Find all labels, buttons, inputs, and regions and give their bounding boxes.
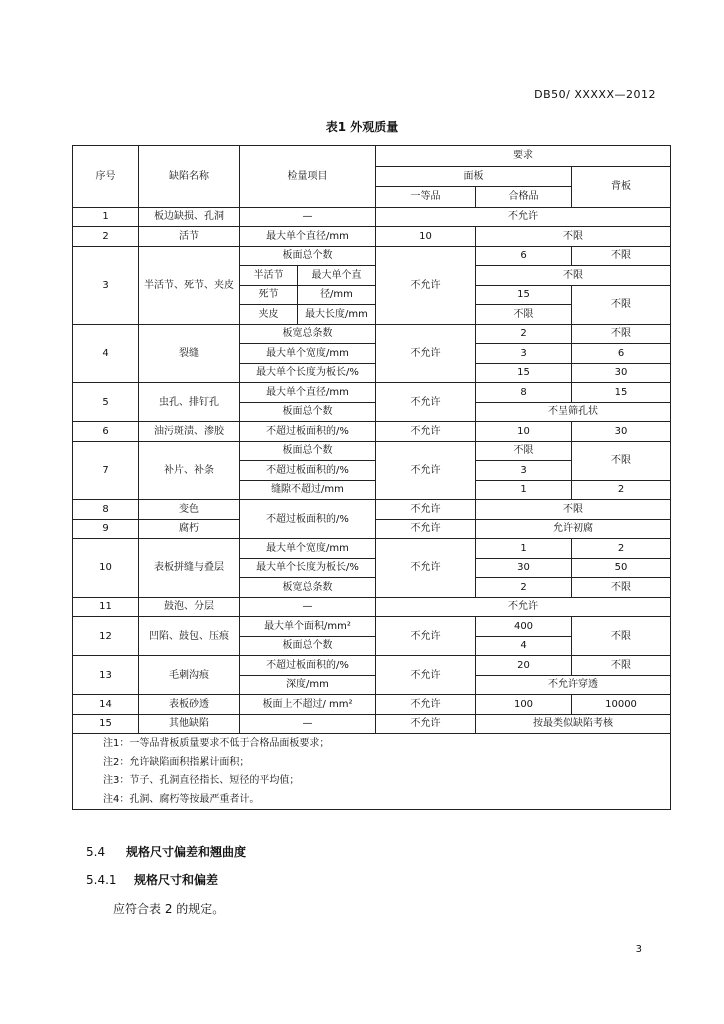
cell-qualified: 30 (476, 558, 572, 578)
cell-seq: 9 (73, 519, 139, 539)
cell-first-grade: 不允许 (376, 422, 476, 442)
cell-subitem: 死节 (240, 285, 298, 305)
cell-requirement: 不限 (476, 266, 671, 286)
cell-qualified: 2 (476, 578, 572, 598)
cell-item: 不超过板面积的/% (240, 500, 376, 539)
cell-qualified: 400 (476, 617, 572, 637)
cell-defect: 虫孔、排钉孔 (139, 383, 240, 422)
cell-first-grade: 不允许 (376, 695, 476, 715)
cell-qualified: 6 (476, 246, 572, 266)
cell-requirement: 不允许 (376, 597, 671, 617)
cell-qualified: 8 (476, 383, 572, 403)
cell-item: 深度/mm (240, 675, 376, 695)
cell-seq: 14 (73, 695, 139, 715)
appearance-quality-table (72, 145, 671, 810)
cell-back: 6 (572, 344, 671, 364)
cell-item: 最大单个宽度/mm (240, 344, 376, 364)
table-row (73, 383, 671, 403)
cell-qualified: 不限 (476, 441, 572, 461)
cell-defect: 鼓泡、分层 (139, 597, 240, 617)
cell-seq: 10 (73, 539, 139, 598)
cell-requirement: 允许初腐 (476, 519, 671, 539)
cell-first-grade: 不允许 (376, 500, 476, 520)
cell-qualified: 2 (476, 324, 572, 344)
cell-item: 最大单个直径/mm (240, 383, 376, 403)
cell-requirement: 不呈筛孔状 (476, 402, 671, 422)
cell-back: 10000 (572, 695, 671, 715)
cell-defect: 补片、补条 (139, 441, 240, 500)
cell-item: 径/mm (298, 285, 376, 305)
header-row (73, 146, 671, 167)
cell-item: 不超过板面积的/% (240, 461, 376, 481)
table-row (73, 422, 671, 442)
cell-seq: 4 (73, 324, 139, 383)
cell-first-grade: 不允许 (376, 441, 476, 500)
table-note: 注4：孔洞、腐朽等按最严重者计。 (73, 790, 671, 809)
cell-item: — (240, 597, 376, 617)
section-heading (86, 871, 218, 888)
cell-back: 50 (572, 558, 671, 578)
cell-defect: 表板拼缝与叠层 (139, 539, 240, 598)
cell-requirement: 按最类似缺陷考核 (476, 714, 671, 734)
standard-code: DB50/ XXXXX—2012 (534, 88, 656, 101)
cell-defect: 活节 (139, 227, 240, 247)
cell-defect: 表板砂透 (139, 695, 240, 715)
cell-seq: 3 (73, 246, 139, 324)
cell-item: — (240, 714, 376, 734)
table-note: 注3：节子、孔洞直径指长、短径的平均值； (73, 772, 671, 791)
cell-item: 板面总个数 (240, 441, 376, 461)
note-row (73, 790, 671, 809)
cell-requirement: 不限 (476, 227, 671, 247)
section-number: 5.4 (86, 845, 106, 859)
cell-back: 2 (572, 480, 671, 500)
cell-first-grade: 不允许 (376, 539, 476, 598)
cell-defect: 毛刺沟痕 (139, 656, 240, 695)
cell-item: 板面上不超过/ mm² (240, 695, 376, 715)
cell-qualified: 1 (476, 480, 572, 500)
cell-qualified: 3 (476, 344, 572, 364)
table-row (73, 500, 671, 520)
cell-first-grade: 不允许 (376, 656, 476, 695)
table-row (73, 597, 671, 617)
section-title: 规格尺寸和偏差 (134, 873, 219, 887)
cell-first-grade: 不允许 (376, 324, 476, 383)
cell-item: 板面总个数 (240, 246, 376, 266)
cell-back: 30 (572, 363, 671, 383)
table-title: 表1 外观质量 (325, 120, 399, 134)
cell-back: 不限 (572, 285, 671, 324)
cell-back: 不限 (572, 441, 671, 480)
header-item: 检量项目 (240, 146, 376, 208)
cell-defect: 裂缝 (139, 324, 240, 383)
cell-item: 板面总个数 (240, 636, 376, 656)
cell-seq: 11 (73, 597, 139, 617)
cell-first-grade: 不允许 (376, 714, 476, 734)
page-number: 3 (635, 944, 642, 955)
cell-seq: 8 (73, 500, 139, 520)
table-row (73, 656, 671, 676)
section-title: 规格尺寸偏差和翘曲度 (126, 845, 247, 859)
body-paragraph: 应符合表 2 的规定。 (113, 902, 225, 916)
header-back: 背板 (572, 166, 671, 207)
cell-back: 不限 (572, 617, 671, 656)
section-number: 5.4.1 (86, 873, 117, 887)
header-seq: 序号 (73, 146, 139, 208)
header-face: 面板 (376, 166, 572, 187)
table-row (73, 714, 671, 734)
cell-qualified: 15 (476, 363, 572, 383)
cell-item: 最大单个长度为板长/% (240, 558, 376, 578)
cell-qualified: 4 (476, 636, 572, 656)
cell-back: 不限 (572, 656, 671, 676)
table-row (73, 539, 671, 559)
cell-first-grade: 不允许 (376, 519, 476, 539)
cell-subitem: 夹皮 (240, 305, 298, 325)
cell-seq: 6 (73, 422, 139, 442)
cell-item: 不超过板面积的/% (240, 422, 376, 442)
cell-defect: 油污斑渍、渗胶 (139, 422, 240, 442)
table-row (73, 617, 671, 637)
cell-item: 最大单个长度为板长/% (240, 363, 376, 383)
cell-seq: 13 (73, 656, 139, 695)
table-row (73, 246, 671, 266)
table-row (73, 441, 671, 461)
note-row (73, 772, 671, 791)
cell-defect: 其他缺陷 (139, 714, 240, 734)
cell-qualified: 20 (476, 656, 572, 676)
cell-seq: 7 (73, 441, 139, 500)
cell-first-grade: 不允许 (376, 617, 476, 656)
cell-item: 板宽总条数 (240, 324, 376, 344)
cell-defect: 变色 (139, 500, 240, 520)
header-defect: 缺陷名称 (139, 146, 240, 208)
cell-item: 最大单个宽度/mm (240, 539, 376, 559)
cell-qualified: 100 (476, 695, 572, 715)
cell-item: 最大单个直径/mm (240, 227, 376, 247)
cell-item: 最大长度/mm (298, 305, 376, 325)
cell-subitem: 半活节 (240, 266, 298, 286)
cell-item: 不超过板面积的/% (240, 656, 376, 676)
cell-back: 15 (572, 383, 671, 403)
table-row (73, 324, 671, 344)
cell-seq: 2 (73, 227, 139, 247)
cell-requirement: 不限 (476, 500, 671, 520)
cell-seq: 15 (73, 714, 139, 734)
table-row (73, 207, 671, 227)
cell-qualified: 10 (476, 422, 572, 442)
cell-seq: 12 (73, 617, 139, 656)
table-note: 注1：一等品背板质量要求不低于合格品面板要求； (73, 734, 671, 753)
cell-requirement: 不允许 (376, 207, 671, 227)
header-requirement: 要求 (376, 146, 671, 167)
cell-qualified: 不限 (476, 305, 572, 325)
cell-seq: 5 (73, 383, 139, 422)
cell-defect: 板边缺损、孔洞 (139, 207, 240, 227)
cell-qualified: 3 (476, 461, 572, 481)
header-qualified: 合格品 (476, 187, 572, 208)
section-heading (86, 843, 246, 860)
cell-defect: 凹陷、鼓包、压痕 (139, 617, 240, 656)
cell-seq: 1 (73, 207, 139, 227)
table-row (73, 695, 671, 715)
cell-item: 最大单个面积/mm² (240, 617, 376, 637)
cell-item: 最大单个直 (298, 266, 376, 286)
cell-back: 2 (572, 539, 671, 559)
table-row (73, 227, 671, 247)
cell-item: 缝隙不超过/mm (240, 480, 376, 500)
cell-requirement: 不允许穿透 (476, 675, 671, 695)
cell-back: 不限 (572, 246, 671, 266)
cell-item: 板宽总条数 (240, 578, 376, 598)
cell-item: 板面总个数 (240, 402, 376, 422)
table-note: 注2：允许缺陷面积指累计面积； (73, 753, 671, 772)
cell-first-grade: 不允许 (376, 383, 476, 422)
cell-defect: 半活节、死节、夹皮 (139, 246, 240, 324)
cell-defect: 腐朽 (139, 519, 240, 539)
cell-back: 不限 (572, 578, 671, 598)
cell-qualified: 1 (476, 539, 572, 559)
cell-item: — (240, 207, 376, 227)
cell-back: 不限 (572, 324, 671, 344)
note-row (73, 734, 671, 753)
header-first-grade: 一等品 (376, 187, 476, 208)
note-row (73, 753, 671, 772)
cell-first-grade: 不允许 (376, 246, 476, 324)
cell-qualified: 15 (476, 285, 572, 305)
cell-back: 30 (572, 422, 671, 442)
cell-first-grade: 10 (376, 227, 476, 247)
